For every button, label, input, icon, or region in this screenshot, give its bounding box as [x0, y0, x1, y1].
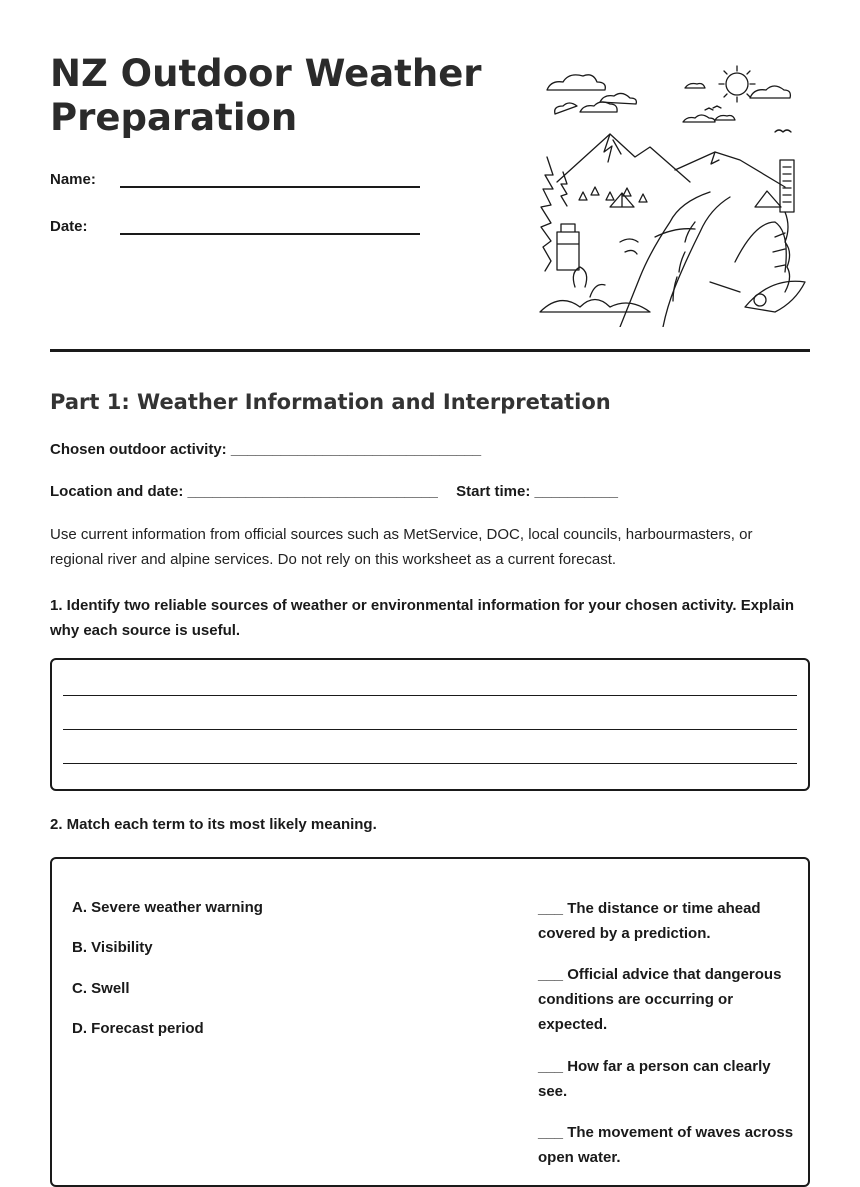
date-input-line[interactable] [120, 217, 420, 235]
date-field [50, 217, 420, 235]
start-time-label: Start time: [456, 483, 531, 500]
answer-line [63, 763, 797, 764]
activity-blank[interactable]: ______________________________ [230, 441, 482, 458]
location-blank[interactable]: ______________________________ [187, 483, 438, 500]
landscape-illustration [535, 62, 810, 327]
start-time-blank[interactable]: __________ [534, 483, 618, 500]
term-item: B. Visibility [72, 939, 153, 956]
name-field [50, 170, 420, 188]
question-1-answer-box[interactable] [50, 658, 810, 791]
definition-item[interactable]: ___ How far a person can clearly see. [538, 1058, 771, 1100]
date-label: Date: [50, 218, 88, 235]
activity-label: Chosen outdoor activity: [50, 441, 227, 458]
location-label: Location and date: [50, 483, 184, 500]
definition-item[interactable]: ___ The movement of waves across open water. [538, 1124, 794, 1166]
header-divider [50, 349, 810, 352]
question-2: 2. Match each term to its most likely meaning. [50, 816, 377, 833]
question-1: 1. Identify two reliable sources of weather or environmental information for your chosen activity. Explain why each source is useful. [50, 597, 795, 639]
location-line [50, 483, 618, 500]
definition-item[interactable]: ___ Official advice that dangerous conditions are occurring or expected. [538, 966, 782, 1033]
worksheet-title: NZ Outdoor Weather Preparation [50, 52, 482, 139]
activity-line [50, 441, 481, 458]
answer-line [63, 729, 797, 730]
part1-heading: Part 1: Weather Information and Interpretation [50, 390, 611, 414]
name-input-line[interactable] [120, 170, 420, 188]
answer-line [63, 695, 797, 696]
sources-note: Use current information from official sources such as MetService, DOC, local councils, harbourmasters, or regional river and alpine services. Do not rely on this worksheet as a current forecast. [50, 526, 753, 568]
definition-item[interactable]: ___ The distance or time ahead covered by a prediction. [538, 900, 761, 942]
matching-box [50, 857, 810, 1187]
term-item: C. Swell [72, 980, 130, 997]
name-label: Name: [50, 171, 96, 188]
term-item: D. Forecast period [72, 1020, 204, 1037]
term-item: A. Severe weather warning [72, 899, 263, 916]
